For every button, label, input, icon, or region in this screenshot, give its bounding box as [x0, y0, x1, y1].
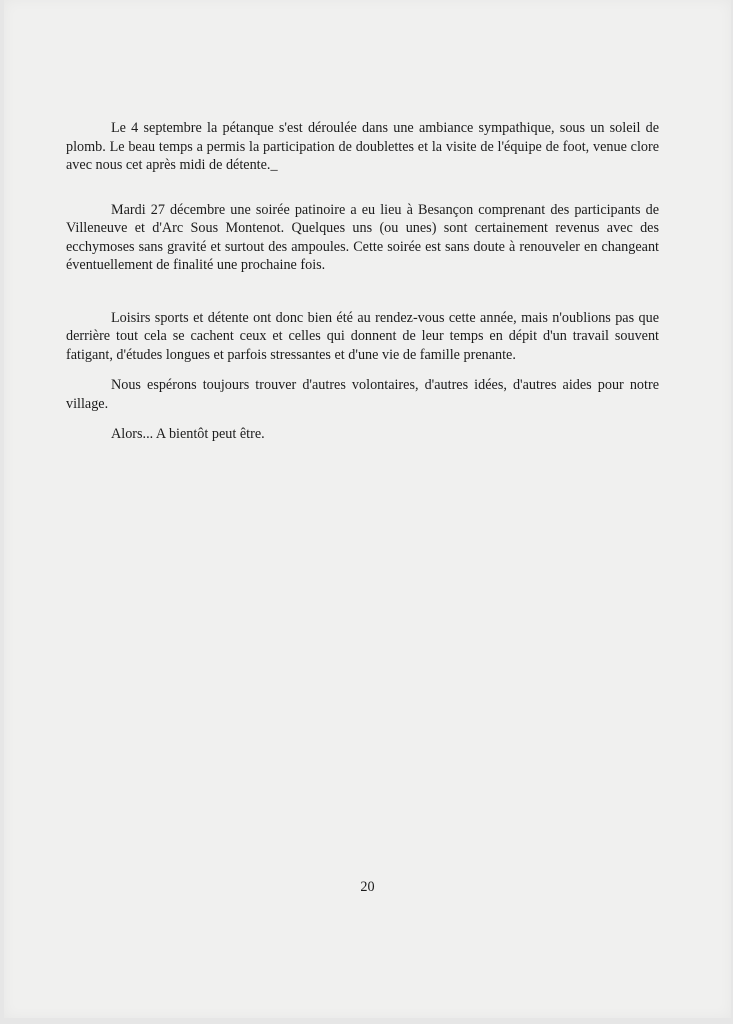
- page-number: 20: [360, 879, 375, 895]
- paragraph-patinoire: Mardi 27 décembre une soirée patinoire a eu lieu à Besançon comprenant des participants de Villeneuve et d'Arc Sous Montenot. Quelques uns (ou unes) sont certainement revenus avec des ecchymoses sans gravité et surtout des ampoules. Cette soirée est sans doute à renouveler en changeant éventuellement de finalité une prochaine fois.: [66, 201, 659, 273]
- paragraph-loisirs: Loisirs sports et détente ont donc bien été au rendez-vous cette année, mais n'oublions pas que derrière tout cela se cachent ceux et celles qui donnent de leur temps en dépit d'un travail souvent fatigant, d'études longues et parfois stressantes et d'une vie de famille prenante.: [66, 309, 659, 363]
- page-sheet: [4, 0, 731, 1018]
- paragraph-spacer: [66, 364, 659, 376]
- paragraph-closing: Alors... A bientôt peut être.: [111, 426, 265, 442]
- paragraph-volontaires: Nous espérons toujours trouver d'autres volontaires, d'autres idées, d'autres aides pour notre village.: [66, 377, 659, 412]
- paragraph-spacer: [66, 175, 659, 201]
- paragraph-spacer: [66, 413, 659, 425]
- document-body: [66, 119, 659, 444]
- paragraph-spacer: [66, 275, 659, 309]
- paragraph-petanque: Le 4 septembre la pétanque s'est déroulée dans une ambiance sympathique, sous un soleil de plomb. Le beau temps a permis la participation de doublettes et la visite de l'équipe de foot, venue clore avec nous cet après midi de détente._: [66, 120, 659, 173]
